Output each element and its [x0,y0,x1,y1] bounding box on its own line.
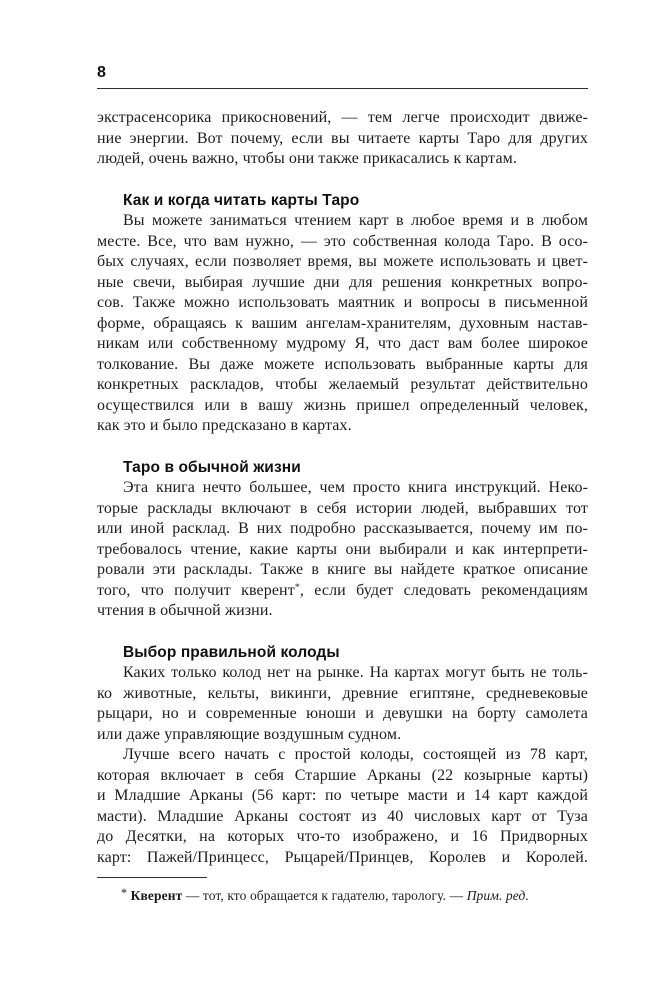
paragraph [97,478,588,622]
page-content-column [97,0,588,905]
footnote-area [97,877,588,905]
text-line: ко животные, кельты, викинги, древние египтяне, средневековые [97,684,588,702]
section-tarot-everyday-life [97,458,588,622]
text-line: карт: Пажей/Принцесс, Рыцарей/Принцев, Королев и Королей. [97,848,588,866]
text-line: никам или собственному мудрому Я, что даст вам более широкое [97,335,588,352]
footnote-term: Кверент [130,888,183,904]
text-line: форме, обращаясь к вашим ангелам-хранителям, духовным настав- [97,314,588,332]
footnote-text: — тот, кто обращается к гадателю, тарологу. — [182,888,467,904]
text-line: масти). Младшие Арканы состоят из 40 числовых карт от Туза [97,807,588,825]
text-line: ровали эти расклады. Также в книге вы найдете краткое описание [97,561,588,578]
text-line: того, что получит кверент*, если будет следовать рекомендациям [97,581,589,599]
text-line: ные свечи, выбирая лучшие дни для решения конкретных вопро- [97,273,588,291]
header-rule [97,88,588,89]
section-heading: Выбор правильной колоды [123,643,340,661]
text-line: и Младшие Арканы (56 карт: по четыре масти и 14 карт каждой [97,787,588,804]
text-line: или иной расклад. В них подробно рассказывается, почему им по- [97,520,588,537]
paragraph [97,211,588,437]
text-line: которая включает в себя Старшие Арканы (22 козырные карты) [97,766,588,784]
text-line: Эта книга нечто большее, чем просто книга инструкций. Неко- [123,479,588,496]
text-line: торые расклады включают в себя истории людей, выбравших тот [97,499,588,517]
text-line: конкретных раскладов, чтобы желаемый результат действительно [97,376,588,393]
text-line: ние энергии. Вот почему, если вы читаете карты Таро для других [97,129,588,147]
page-body [97,108,588,905]
text-line: требовалось чтение, какие карты они выбирали и как интерпрети- [97,540,588,558]
section-choosing-deck [97,643,588,869]
text-line: месте. Все, что вам нужно, — это собственная колода Таро. В осо- [97,232,588,250]
intro-paragraph [97,108,588,170]
footnote-attribution: Прим. ред. [466,888,529,904]
footnote-marker: * [121,886,128,900]
section-heading: Таро в обычной жизни [123,458,301,476]
text-line: людей, очень важно, чтобы они также прикасались к картам. [97,150,517,167]
footnote-reference-asterisk: * [294,581,300,593]
footnote-rule [97,877,207,878]
paragraph [97,745,588,868]
text-line: бых случаях, если позволяет время, вы можете использовать и цвет- [97,253,588,270]
section-how-and-when [97,191,588,437]
paragraph [97,663,588,745]
text-line: осуществился или в вашу жизнь пришел определенный человек, [97,396,588,414]
text-line: Лучше всего начать с простой колоды, состоящей из 78 карт, [123,746,588,763]
section-heading: Как и когда читать карты Таро [123,191,360,209]
page-header [97,0,588,89]
page-number: 8 [97,64,106,81]
text-line: как это и было предсказано в картах. [97,417,352,434]
text-line: сов. Также можно использовать маятник и вопросы в письменной [97,294,588,311]
text-line: до Десятки, на которых что-то изображено, и 16 Придворных [97,828,588,845]
text-line: рыцари, но и современные юноши и девушки на борту самолета [97,705,588,722]
text-line: экстрасенсорика прикосновений, — тем легче происходит движе- [97,109,588,126]
text-line: чтения в обычной жизни. [97,602,273,619]
text-line: Вы можете заниматься чтением карт в любое время и в любом [123,212,588,229]
text-line: Каких только колод нет на рынке. На картах могут быть не толь- [123,664,588,681]
text-line: или даже управляющие воздушным судном. [97,725,402,743]
text-line: толкование. Вы даже можете использовать выбранные карты для [97,355,588,373]
footnote [97,884,588,905]
